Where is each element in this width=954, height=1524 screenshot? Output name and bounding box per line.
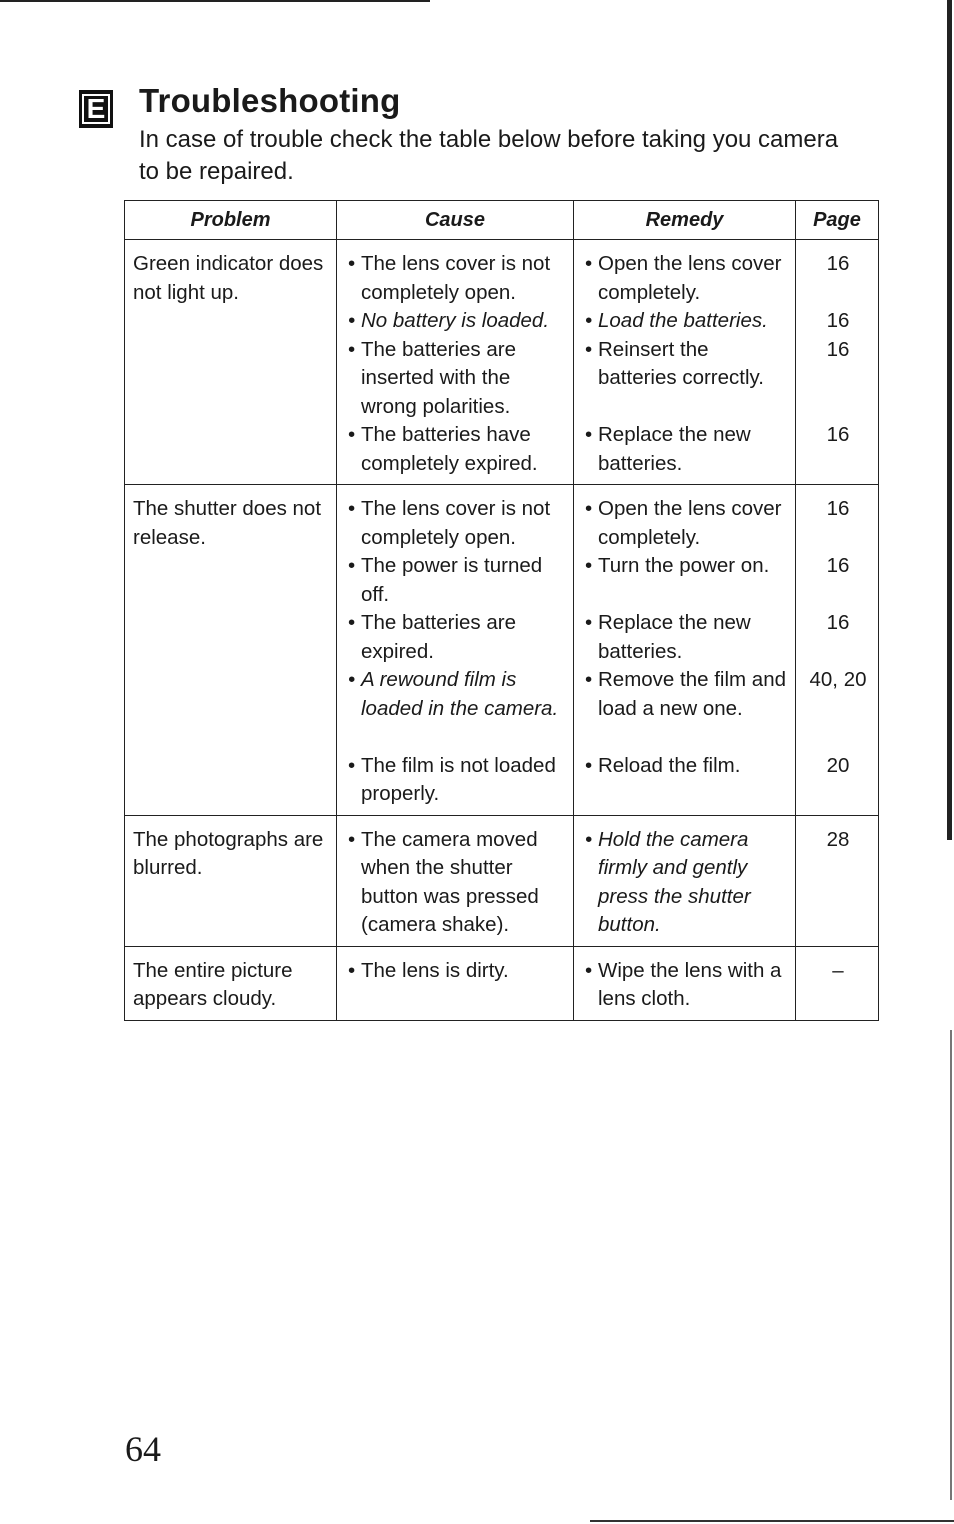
remedy-item: • Reinsert the batteries correctly. bbox=[582, 336, 789, 422]
intro-text: In case of trouble check the table below before taking you camera to be repaired. bbox=[139, 126, 839, 185]
cause-item: • The film is not loaded properly. bbox=[345, 752, 567, 809]
remedy-item: • Remove the film and load a new one. bbox=[582, 666, 789, 752]
remedy-item: • Load the batteries. bbox=[582, 307, 789, 336]
problem-cell: Green indicator does not light up. bbox=[125, 240, 337, 485]
remedy-item: • Wipe the lens with a lens cloth. bbox=[582, 957, 789, 1014]
cause-cell bbox=[337, 815, 574, 946]
troubleshooting-table bbox=[124, 200, 879, 1021]
remedy-item: • Replace the new batteries. bbox=[582, 421, 789, 478]
page-ref: – bbox=[832, 958, 844, 982]
page-cell bbox=[796, 240, 879, 485]
table-row bbox=[125, 946, 879, 1020]
cause-cell bbox=[337, 485, 574, 816]
page-cell bbox=[796, 485, 879, 816]
remedy-item: • Hold the camera firmly and gently press the shutter button. bbox=[582, 826, 789, 940]
table-row bbox=[125, 240, 879, 485]
table-header-row bbox=[125, 201, 879, 240]
problem-cell: The shutter does not release. bbox=[125, 485, 337, 816]
remedy-cell bbox=[574, 240, 796, 485]
scan-edge-top bbox=[0, 0, 430, 2]
header-cause: Cause bbox=[337, 201, 574, 240]
page-ref: 16 bbox=[826, 309, 850, 332]
page-ref: 16 bbox=[826, 423, 850, 446]
page-ref: 20 bbox=[826, 753, 850, 777]
cause-item: • No battery is loaded. bbox=[345, 307, 567, 336]
remedy-cell bbox=[574, 815, 796, 946]
header-problem: Problem bbox=[125, 201, 337, 240]
remedy-item: • Replace the new batteries. bbox=[582, 609, 789, 666]
section-letter-badge bbox=[79, 90, 113, 128]
page-title: Troubleshooting bbox=[139, 82, 401, 119]
scan-edge-bottom bbox=[590, 1520, 954, 1522]
page-ref: 16 bbox=[826, 611, 850, 634]
cause-item: • The lens is dirty. bbox=[345, 957, 567, 986]
cause-item: • The batteries are inserted with the wrong polarities. bbox=[345, 336, 567, 422]
cause-cell bbox=[337, 240, 574, 485]
remedy-item: • Reload the film. bbox=[582, 752, 789, 781]
remedy-cell bbox=[574, 946, 796, 1020]
remedy-cell bbox=[574, 485, 796, 816]
page-ref: 16 bbox=[826, 252, 850, 275]
section-letter: E bbox=[82, 94, 111, 124]
table-row bbox=[125, 485, 879, 816]
cause-item: • The batteries are expired. bbox=[345, 609, 567, 666]
page-ref: 28 bbox=[826, 827, 850, 851]
cause-item: • The lens cover is not completely open. bbox=[345, 250, 567, 307]
remedy-item: • Open the lens cover completely. bbox=[582, 495, 789, 552]
scan-edge-right bbox=[947, 0, 952, 840]
page-ref: 16 bbox=[826, 337, 850, 361]
cause-item: • A rewound film is loaded in the camera. bbox=[345, 666, 567, 752]
problem-cell: The entire picture appears cloudy. bbox=[125, 946, 337, 1020]
header-page: Page bbox=[796, 201, 879, 240]
cause-cell bbox=[337, 946, 574, 1020]
remedy-item: • Turn the power on. bbox=[582, 552, 789, 609]
scan-edge-right-lower bbox=[950, 1030, 952, 1500]
page-ref: 16 bbox=[826, 497, 850, 520]
header-remedy: Remedy bbox=[574, 201, 796, 240]
cause-item: • The power is turned off. bbox=[345, 552, 567, 609]
problem-cell: The photographs are blurred. bbox=[125, 815, 337, 946]
table-row bbox=[125, 815, 879, 946]
remedy-item: • Open the lens cover completely. bbox=[582, 250, 789, 307]
cause-item: • The batteries have completely expired. bbox=[345, 421, 567, 478]
page-cell bbox=[796, 815, 879, 946]
page-ref: 40, 20 bbox=[809, 668, 867, 691]
cause-item: • The camera moved when the shutter button was pressed (camera shake). bbox=[345, 826, 567, 940]
page-cell bbox=[796, 946, 879, 1020]
cause-item: • The lens cover is not completely open. bbox=[345, 495, 567, 552]
page-number: 64 bbox=[125, 1429, 161, 1469]
page-ref: 16 bbox=[826, 554, 850, 577]
